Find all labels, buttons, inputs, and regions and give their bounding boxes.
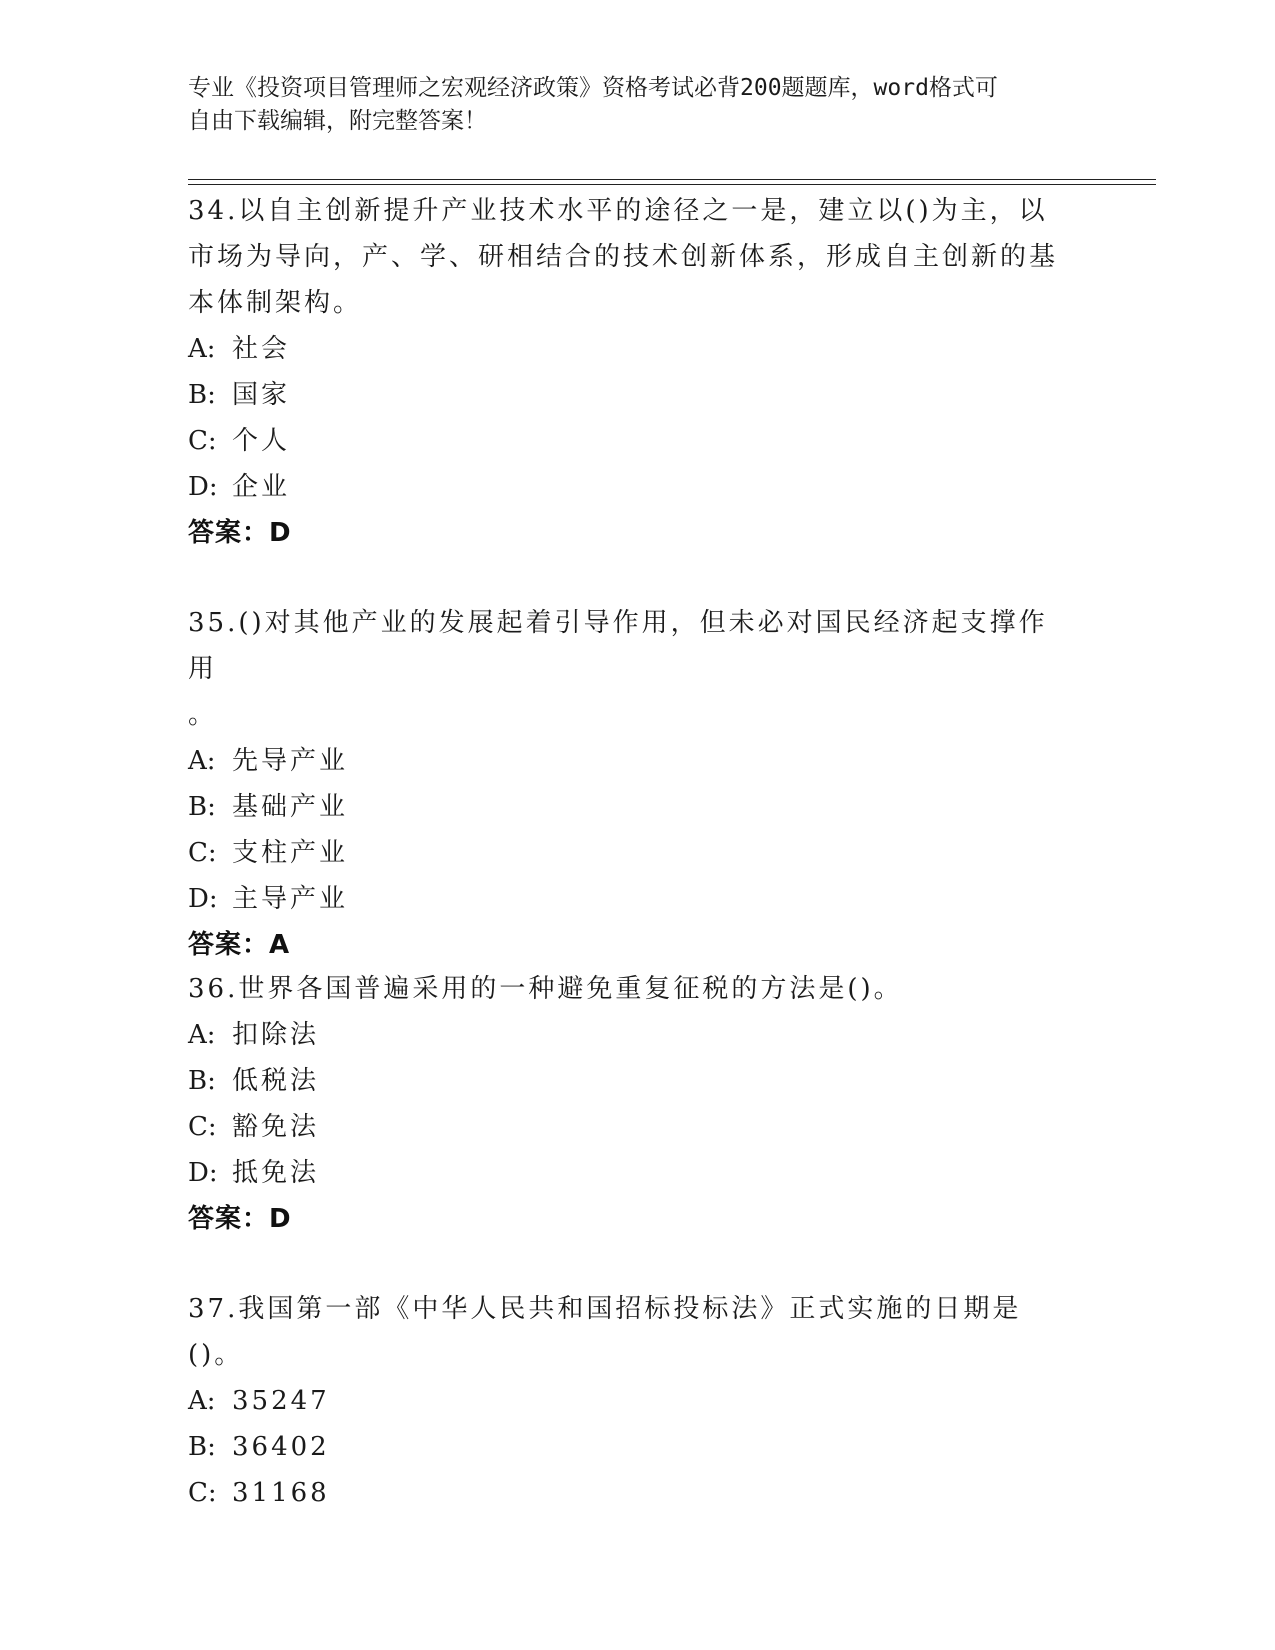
option-letter: D: (188, 884, 218, 914)
option-text: 扣除法 (232, 1020, 320, 1050)
option-text: 低税法 (232, 1066, 320, 1096)
option-d (188, 876, 1088, 922)
option-text: 社会 (232, 334, 291, 364)
answer-label: 答案：D (188, 1204, 292, 1234)
option-a (188, 738, 1088, 784)
option-letter: B: (188, 1066, 216, 1096)
option-text: 支柱产业 (232, 838, 349, 868)
option-text: 企业 (232, 472, 291, 502)
option-a (188, 1012, 1088, 1058)
option-text: 35247 (232, 1386, 330, 1416)
option-letter: A: (188, 1386, 216, 1416)
question-35 (188, 600, 1088, 968)
question-34 (188, 188, 1088, 556)
option-text: 基础产业 (232, 792, 349, 822)
answer-label: 答案：A (188, 930, 291, 960)
option-letter: B: (188, 792, 216, 822)
option-text: 31168 (232, 1478, 330, 1508)
option-c (188, 1470, 1088, 1516)
option-letter: B: (188, 380, 216, 410)
option-letter: B: (188, 1432, 216, 1462)
option-text: 豁免法 (232, 1112, 320, 1142)
header-divider-top (188, 179, 1156, 180)
question-stem: 36.世界各国普遍采用的一种避免重复征税的方法是()。 (188, 974, 903, 1004)
option-d (188, 464, 1088, 510)
option-c (188, 830, 1088, 876)
option-b (188, 1424, 1088, 1470)
option-b (188, 372, 1088, 418)
option-text: 抵免法 (232, 1158, 320, 1188)
document-header: 专业《投资项目管理师之宏观经济政策》资格考试必背200题题库，word格式可 自由下载编辑，附完整答案！ (188, 75, 998, 134)
option-letter: C: (188, 1478, 217, 1508)
option-b (188, 1058, 1088, 1104)
option-letter: C: (188, 426, 217, 456)
option-text: 主导产业 (232, 884, 349, 914)
option-text: 国家 (232, 380, 291, 410)
question-stem: 37.我国第一部《中华人民共和国招标投标法》正式实施的日期是()。 (188, 1294, 1022, 1370)
option-letter: C: (188, 838, 217, 868)
option-letter: C: (188, 1112, 217, 1142)
header-divider-bottom (188, 184, 1156, 185)
option-text: 先导产业 (232, 746, 349, 776)
option-text: 个人 (232, 426, 291, 456)
question-37 (188, 1286, 1088, 1516)
option-letter: A: (188, 334, 216, 364)
option-a (188, 326, 1088, 372)
option-text: 36402 (232, 1432, 330, 1462)
option-letter: D: (188, 472, 218, 502)
option-c (188, 418, 1088, 464)
option-d (188, 1150, 1088, 1196)
answer-label: 答案：D (188, 518, 292, 548)
option-letter: A: (188, 1020, 216, 1050)
question-stem: 35.()对其他产业的发展起着引导作用，但未必对国民经济起支撑作用 。 (188, 608, 1048, 730)
option-c (188, 1104, 1088, 1150)
option-letter: A: (188, 746, 216, 776)
option-letter: D: (188, 1158, 218, 1188)
option-b (188, 784, 1088, 830)
option-a (188, 1378, 1088, 1424)
question-36 (188, 966, 1088, 1242)
question-stem: 34.以自主创新提升产业技术水平的途径之一是，建立以()为主，以市场为导向，产、学、研相结合的技术创新体系，形成自主创新的基本体制架构。 (188, 196, 1059, 318)
